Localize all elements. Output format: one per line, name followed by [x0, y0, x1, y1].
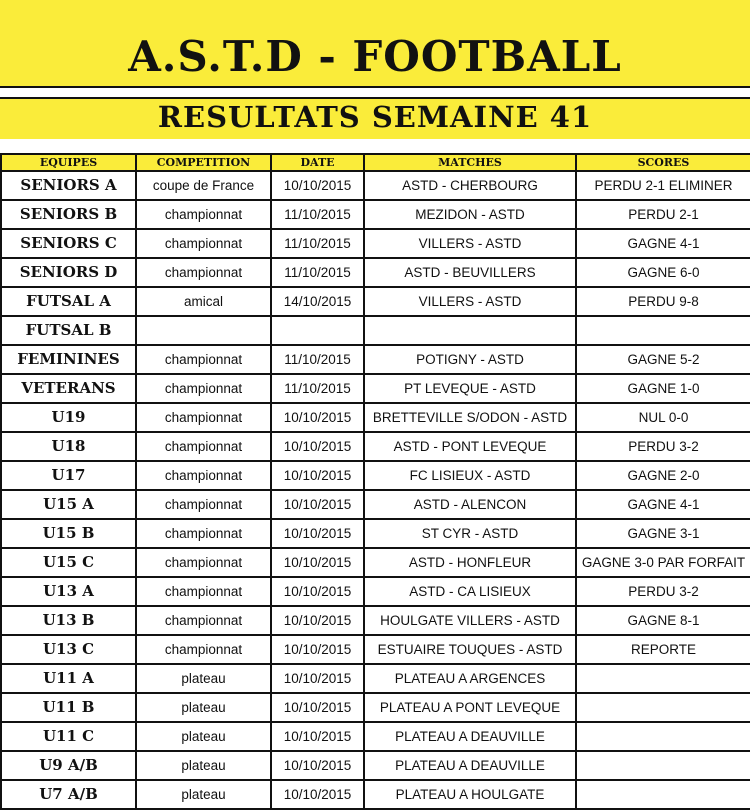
- score-cell: GAGNE 5-2: [576, 345, 750, 374]
- date-cell: 11/10/2015: [271, 374, 364, 403]
- score-cell: [576, 751, 750, 780]
- match-cell: ASTD - CA LISIEUX: [364, 577, 576, 606]
- competition-cell: championnat: [136, 403, 271, 432]
- date-cell: 10/10/2015: [271, 606, 364, 635]
- competition-cell: championnat: [136, 490, 271, 519]
- match-cell: ASTD - HONFLEUR: [364, 548, 576, 577]
- table-row: [1, 606, 750, 635]
- competition-cell: championnat: [136, 577, 271, 606]
- team-cell: U11 B: [1, 693, 136, 722]
- table-row: [1, 722, 750, 751]
- match-cell: PLATEAU A HOULGATE: [364, 780, 576, 809]
- competition-cell: championnat: [136, 200, 271, 229]
- table-row: [1, 229, 750, 258]
- team-cell: FUTSAL B: [1, 316, 136, 345]
- match-cell: ASTD - PONT LEVEQUE: [364, 432, 576, 461]
- date-cell: 10/10/2015: [271, 490, 364, 519]
- match-cell: [364, 316, 576, 345]
- team-cell: U11 C: [1, 722, 136, 751]
- competition-cell: championnat: [136, 548, 271, 577]
- competition-cell: plateau: [136, 751, 271, 780]
- table-row: [1, 490, 750, 519]
- team-cell: U11 A: [1, 664, 136, 693]
- score-cell: PERDU 3-2: [576, 432, 750, 461]
- score-cell: GAGNE 4-1: [576, 229, 750, 258]
- competition-cell: championnat: [136, 519, 271, 548]
- results-table: [0, 153, 750, 810]
- match-cell: POTIGNY - ASTD: [364, 345, 576, 374]
- competition-cell: championnat: [136, 374, 271, 403]
- date-cell: 10/10/2015: [271, 548, 364, 577]
- competition-cell: championnat: [136, 345, 271, 374]
- date-cell: 10/10/2015: [271, 432, 364, 461]
- date-cell: 10/10/2015: [271, 171, 364, 200]
- table-row: [1, 432, 750, 461]
- score-cell: PERDU 2-1: [576, 200, 750, 229]
- match-cell: PLATEAU A ARGENCES: [364, 664, 576, 693]
- match-cell: PT LEVEQUE - ASTD: [364, 374, 576, 403]
- team-cell: SENIORS A: [1, 171, 136, 200]
- date-cell: 10/10/2015: [271, 693, 364, 722]
- match-cell: ESTUAIRE TOUQUES - ASTD: [364, 635, 576, 664]
- match-cell: VILLERS - ASTD: [364, 229, 576, 258]
- score-cell: PERDU 3-2: [576, 577, 750, 606]
- date-cell: 10/10/2015: [271, 722, 364, 751]
- score-cell: REPORTE: [576, 635, 750, 664]
- competition-cell: plateau: [136, 664, 271, 693]
- team-cell: U15 B: [1, 519, 136, 548]
- table-row: [1, 548, 750, 577]
- date-cell: 10/10/2015: [271, 751, 364, 780]
- competition-cell: [136, 316, 271, 345]
- table-row: [1, 751, 750, 780]
- competition-cell: amical: [136, 287, 271, 316]
- table-row: [1, 635, 750, 664]
- date-cell: 10/10/2015: [271, 664, 364, 693]
- date-cell: [271, 316, 364, 345]
- column-header-matches: MATCHES: [364, 154, 576, 171]
- date-cell: 11/10/2015: [271, 258, 364, 287]
- team-cell: U9 A/B: [1, 751, 136, 780]
- page-subtitle: RESULTATS SEMAINE 41: [157, 100, 593, 134]
- team-cell: SENIORS D: [1, 258, 136, 287]
- score-cell: [576, 722, 750, 751]
- team-cell: U17: [1, 461, 136, 490]
- table-row: [1, 316, 750, 345]
- match-cell: ASTD - BEUVILLERS: [364, 258, 576, 287]
- table-row: [1, 780, 750, 809]
- date-cell: 10/10/2015: [271, 635, 364, 664]
- competition-cell: coupe de France: [136, 171, 271, 200]
- score-cell: [576, 664, 750, 693]
- match-cell: PLATEAU A DEAUVILLE: [364, 722, 576, 751]
- team-cell: VETERANS: [1, 374, 136, 403]
- team-cell: U7 A/B: [1, 780, 136, 809]
- column-header-scores: SCORES: [576, 154, 750, 171]
- team-cell: FEMININES: [1, 345, 136, 374]
- table-row: [1, 461, 750, 490]
- score-cell: [576, 780, 750, 809]
- team-cell: SENIORS C: [1, 229, 136, 258]
- table-row: [1, 664, 750, 693]
- table-row: [1, 258, 750, 287]
- competition-cell: championnat: [136, 432, 271, 461]
- table-row: [1, 345, 750, 374]
- match-cell: VILLERS - ASTD: [364, 287, 576, 316]
- date-cell: 11/10/2015: [271, 200, 364, 229]
- date-cell: 10/10/2015: [271, 461, 364, 490]
- match-cell: FC LISIEUX - ASTD: [364, 461, 576, 490]
- team-cell: U13 A: [1, 577, 136, 606]
- score-cell: NUL 0-0: [576, 403, 750, 432]
- team-cell: FUTSAL A: [1, 287, 136, 316]
- date-cell: 11/10/2015: [271, 345, 364, 374]
- score-cell: GAGNE 6-0: [576, 258, 750, 287]
- score-cell: [576, 693, 750, 722]
- date-cell: 11/10/2015: [271, 229, 364, 258]
- match-cell: PLATEAU A PONT LEVEQUE: [364, 693, 576, 722]
- match-cell: ST CYR - ASTD: [364, 519, 576, 548]
- match-cell: MEZIDON - ASTD: [364, 200, 576, 229]
- table-row: [1, 403, 750, 432]
- competition-cell: plateau: [136, 780, 271, 809]
- table-row: [1, 693, 750, 722]
- date-cell: 10/10/2015: [271, 519, 364, 548]
- table-row: [1, 171, 750, 200]
- score-cell: GAGNE 3-1: [576, 519, 750, 548]
- competition-cell: plateau: [136, 693, 271, 722]
- competition-cell: plateau: [136, 722, 271, 751]
- column-header-date: DATE: [271, 154, 364, 171]
- team-cell: SENIORS B: [1, 200, 136, 229]
- score-cell: GAGNE 2-0: [576, 461, 750, 490]
- table-row: [1, 200, 750, 229]
- date-cell: 14/10/2015: [271, 287, 364, 316]
- team-cell: U13 B: [1, 606, 136, 635]
- competition-cell: championnat: [136, 606, 271, 635]
- date-cell: 10/10/2015: [271, 780, 364, 809]
- score-cell: GAGNE 4-1: [576, 490, 750, 519]
- team-cell: U18: [1, 432, 136, 461]
- page-title: A.S.T.D - FOOTBALL: [128, 32, 622, 81]
- column-header-competition: COMPETITION: [136, 154, 271, 171]
- date-cell: 10/10/2015: [271, 577, 364, 606]
- score-cell: PERDU 2-1 ELIMINER: [576, 171, 750, 200]
- match-cell: ASTD - CHERBOURG: [364, 171, 576, 200]
- score-cell: GAGNE 3-0 PAR FORFAIT: [576, 548, 750, 577]
- score-cell: PERDU 9-8: [576, 287, 750, 316]
- competition-cell: championnat: [136, 635, 271, 664]
- team-cell: U19: [1, 403, 136, 432]
- date-cell: 10/10/2015: [271, 403, 364, 432]
- competition-cell: championnat: [136, 229, 271, 258]
- table-row: [1, 374, 750, 403]
- team-cell: U15 A: [1, 490, 136, 519]
- score-cell: [576, 316, 750, 345]
- column-header-teams: EQUIPES: [1, 154, 136, 171]
- match-cell: HOULGATE VILLERS - ASTD: [364, 606, 576, 635]
- match-cell: PLATEAU A DEAUVILLE: [364, 751, 576, 780]
- score-cell: GAGNE 8-1: [576, 606, 750, 635]
- table-row: [1, 519, 750, 548]
- team-cell: U15 C: [1, 548, 136, 577]
- match-cell: ASTD - ALENCON: [364, 490, 576, 519]
- competition-cell: championnat: [136, 258, 271, 287]
- competition-cell: championnat: [136, 461, 271, 490]
- table-row: [1, 287, 750, 316]
- table-row: [1, 577, 750, 606]
- team-cell: U13 C: [1, 635, 136, 664]
- match-cell: BRETTEVILLE S/ODON - ASTD: [364, 403, 576, 432]
- table-header-row: [1, 154, 750, 171]
- score-cell: GAGNE 1-0: [576, 374, 750, 403]
